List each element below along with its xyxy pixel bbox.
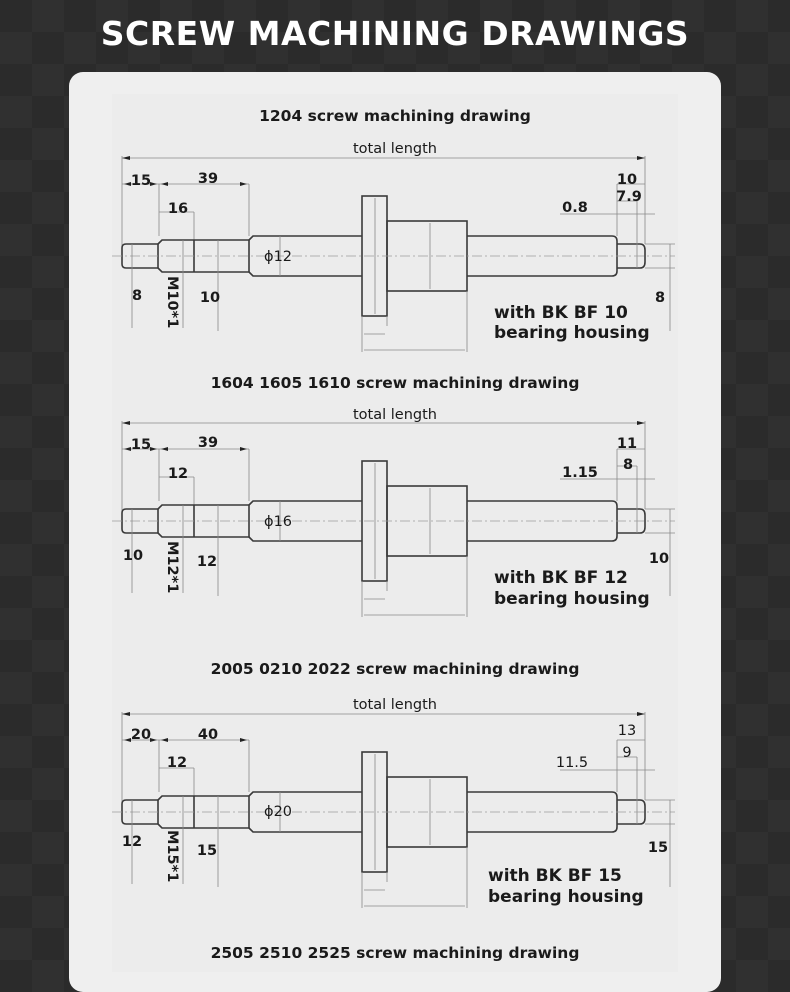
dim-right-length: 13 bbox=[617, 723, 637, 739]
total-length-label: total length bbox=[353, 407, 437, 423]
dim-right-groove: 8 bbox=[622, 457, 634, 473]
page-title: SCREW MACHINING DRAWINGS bbox=[100, 14, 690, 53]
dim-right-diameter: 10 bbox=[648, 551, 670, 567]
bearing-note-line2: bearing housing bbox=[494, 589, 650, 609]
dim-journal-diameter: 15 bbox=[196, 843, 218, 859]
dim-end-diameter: 10 bbox=[122, 548, 144, 564]
dim-shaft-diameter: ϕ20 bbox=[264, 804, 293, 820]
dim-right-length: 10 bbox=[616, 172, 638, 188]
bearing-note-line1: with BK BF 15 bbox=[488, 866, 622, 886]
dim-end-length: 15 bbox=[130, 173, 152, 189]
total-length-label: total length bbox=[353, 141, 437, 157]
dim-thread-spec: M12*1 bbox=[164, 541, 180, 594]
drawing-2005-0210-2022 bbox=[112, 660, 675, 908]
dim-thread-spec: M10*1 bbox=[164, 276, 180, 329]
dim-right-length: 11 bbox=[616, 436, 638, 452]
dim-right-diameter: 15 bbox=[647, 840, 669, 856]
drawing-title: 1604 1605 1610 screw machining drawing bbox=[210, 374, 580, 392]
dim-end-diameter: 12 bbox=[121, 834, 143, 850]
dim-thread-length: 16 bbox=[167, 201, 189, 217]
total-length-label: total length bbox=[353, 697, 437, 713]
dim-groove-width: 1.15 bbox=[562, 465, 598, 481]
drawing-title: 1204 screw machining drawing bbox=[259, 107, 531, 125]
dim-end-length: 15 bbox=[130, 437, 152, 453]
dim-journal-length: 39 bbox=[197, 171, 219, 187]
dim-journal-length: 39 bbox=[197, 435, 219, 451]
dim-journal-diameter: 12 bbox=[196, 554, 218, 570]
dim-journal-length: 40 bbox=[197, 727, 219, 743]
dim-journal-diameter: 10 bbox=[199, 290, 221, 306]
drawing-title: 2005 0210 2022 screw machining drawing bbox=[210, 660, 580, 678]
dim-right-groove: 7.9 bbox=[616, 189, 642, 205]
dim-right-diameter: 8 bbox=[654, 290, 666, 306]
bearing-note-line2: bearing housing bbox=[494, 323, 650, 343]
dim-shaft-diameter: ϕ12 bbox=[264, 249, 293, 265]
drawing-1604-1605-1610 bbox=[112, 374, 675, 617]
dim-right-groove: 9 bbox=[622, 745, 632, 761]
dim-end-diameter: 8 bbox=[131, 288, 143, 304]
dim-shaft-diameter: ϕ16 bbox=[264, 514, 293, 530]
dim-end-length: 20 bbox=[130, 727, 152, 743]
bearing-note-line1: with BK BF 12 bbox=[494, 568, 628, 588]
dim-groove-width: 0.8 bbox=[562, 200, 588, 216]
drawing-1204 bbox=[112, 107, 675, 352]
bearing-note-line2: bearing housing bbox=[488, 887, 644, 907]
dim-thread-spec: M15*1 bbox=[164, 830, 180, 883]
dim-groove-width: 11.5 bbox=[555, 755, 589, 771]
drawing-2505-2510-2525 bbox=[211, 944, 580, 962]
dim-thread-length: 12 bbox=[166, 755, 188, 771]
bearing-note-line1: with BK BF 10 bbox=[494, 303, 628, 323]
dim-thread-length: 12 bbox=[167, 466, 189, 482]
drawing-title: 2505 2510 2525 screw machining drawing bbox=[210, 944, 580, 962]
